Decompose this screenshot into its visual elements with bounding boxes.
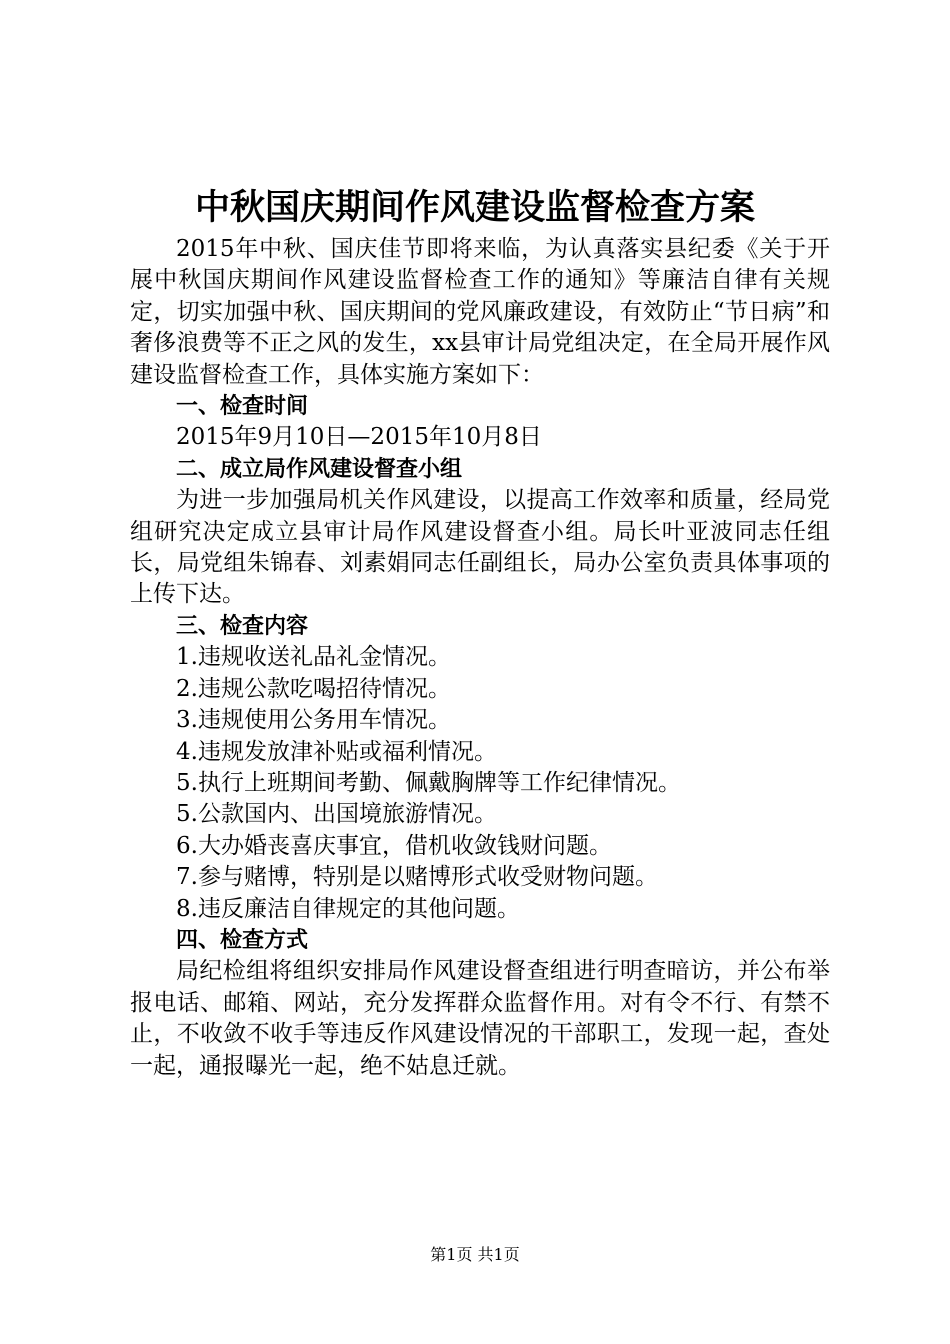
list-item: 7.参与赌博，特别是以赌博形式收受财物问题。 bbox=[176, 864, 658, 891]
inspection-method-paragraph: 局纪检组将组织安排局作风建设督查组进行明查暗访，并公布举报电话、邮箱、网站，充分发挥群众监督作用。对有令不行、有禁不止，不收敛不收手等违反作风建设情况的干部职工，发现一起，查处一起，通报曝光一起，绝不姑息迁就。 bbox=[130, 958, 830, 1079]
list-item: 2.违规公款吃喝招待情况。 bbox=[176, 675, 451, 702]
section-heading-inspection-method: 四、检查方式 bbox=[176, 927, 309, 953]
section-heading-inspection-content: 三、检查内容 bbox=[176, 613, 309, 639]
list-item: 6.大办婚丧喜庆事宜，借机收敛钱财问题。 bbox=[176, 832, 612, 859]
list-item: 8.违反廉洁自律规定的其他问题。 bbox=[176, 895, 520, 922]
list-item: 5.执行上班期间考勤、佩戴胸牌等工作纪律情况。 bbox=[176, 769, 681, 796]
page-footer: 第1页 共1页 bbox=[430, 1245, 520, 1264]
section-heading-inspection-time: 一、检查时间 bbox=[176, 394, 309, 420]
list-item: 4.违规发放津补贴或福利情况。 bbox=[176, 738, 497, 765]
list-item: 1.违规收送礼品礼金情况。 bbox=[176, 644, 451, 671]
supervision-group-paragraph: 为进一步加强局机关作风建设，以提高工作效率和质量，经局党组研究决定成立县审计局作风建设督查小组。局长叶亚波同志任组长，局党组朱锦春、刘素娟同志任副组长，局办公室负责具体事项的上传下达。 bbox=[130, 487, 830, 608]
list-item: 5.公款国内、出国境旅游情况。 bbox=[176, 801, 497, 828]
inspection-time-text: 2015年9月10日—2015年10月8日 bbox=[176, 424, 542, 451]
document-title: 中秋国庆期间作风建设监督检查方案 bbox=[194, 188, 755, 228]
intro-paragraph: 2015年中秋、国庆佳节即将来临，为认真落实县纪委《关于开展中秋国庆期间作风建设监督检查工作的通知》等廉洁自律有关规定，切实加强中秋、国庆期间的党风廉政建设，有效防止“节日病”和奢侈浪费等不正之风的发生，xx县审计局党组决定，在全局开展作风建设监督检查工作，具体实施方案如下： bbox=[130, 236, 830, 388]
list-item: 3.违规使用公务用车情况。 bbox=[176, 707, 451, 734]
section-heading-supervision-group: 二、成立局作风建设督查小组 bbox=[176, 456, 463, 482]
document-body bbox=[130, 234, 830, 1082]
